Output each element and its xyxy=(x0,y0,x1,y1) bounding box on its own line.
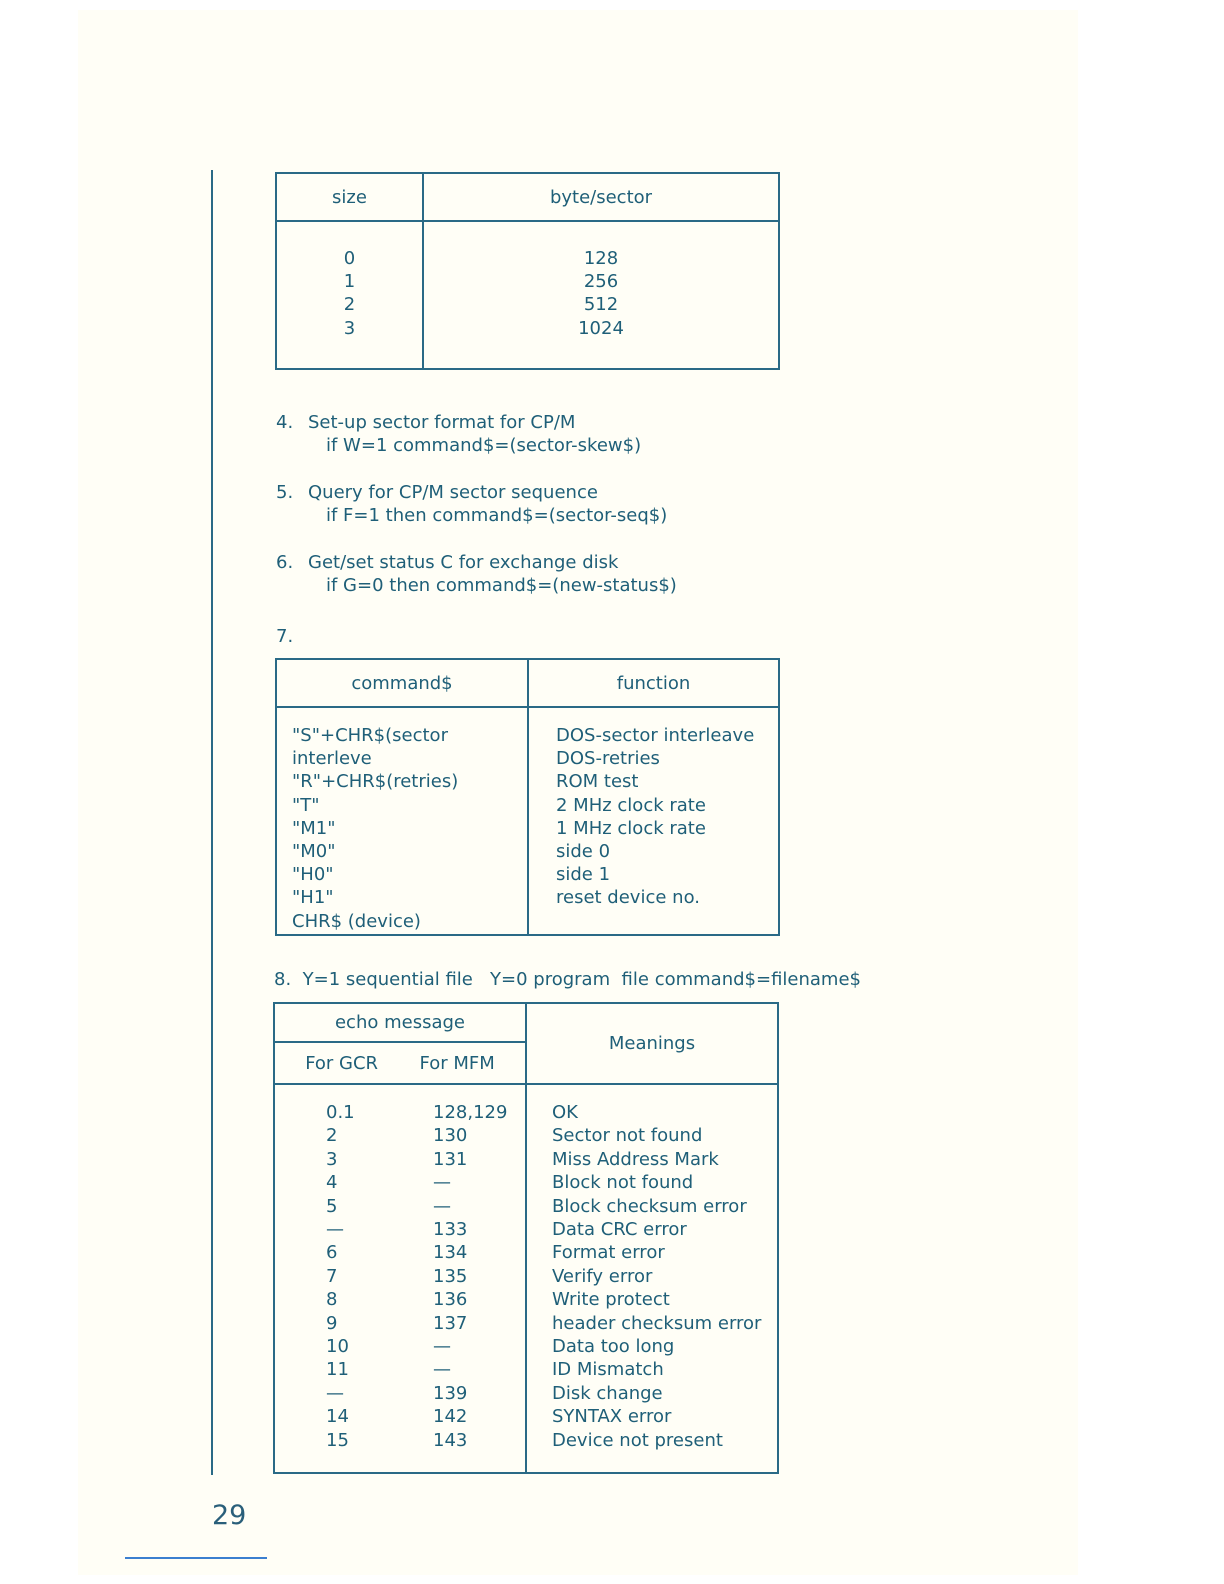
meaning-value: Disk change xyxy=(552,1382,663,1404)
function-value: DOS-retries xyxy=(556,748,660,770)
command-value: "T" xyxy=(292,794,320,816)
function-value: 2 MHz clock rate xyxy=(556,794,706,816)
command-value: CHR$ (device) xyxy=(292,910,421,932)
bytes-value: 512 xyxy=(583,294,619,316)
bottom-rule xyxy=(125,1557,267,1559)
step-4: 4. Set-up sector format for CP/M if W=1 command$=(sector-skew$) xyxy=(276,412,642,456)
size-value: 3 xyxy=(343,317,356,339)
code-row: 6 134 xyxy=(326,1242,468,1264)
function-value: side 1 xyxy=(556,864,611,886)
step-title: Query for CP/M sector sequence xyxy=(308,482,598,503)
gcr-mfm-subheader xyxy=(274,1042,526,1084)
meaning-value: Miss Address Mark xyxy=(552,1148,719,1170)
command-value: "M1" xyxy=(292,817,336,839)
size-column xyxy=(276,221,423,369)
meaning-value: header checksum error xyxy=(552,1312,762,1334)
meaning-value: OK xyxy=(552,1102,578,1123)
function-value: side 0 xyxy=(556,841,611,863)
command-value: "S"+CHR$(sector interleve xyxy=(292,725,448,770)
code-row: 0.1 128,129 xyxy=(326,1102,508,1123)
code-row: 5 — xyxy=(326,1195,451,1217)
command-value: "R"+CHR$(retries) xyxy=(292,771,459,793)
meaning-value: Block not found xyxy=(552,1172,694,1194)
step-detail: if F=1 then command$=(sector-seq$) xyxy=(326,505,668,526)
sector-size-table xyxy=(275,172,780,370)
code-row: — 139 xyxy=(326,1382,468,1404)
meaning-value: Write protect xyxy=(552,1289,670,1311)
step-title: Set-up sector format for CP/M xyxy=(308,412,576,433)
step-8: 8. Y=1 sequential file Y=0 program file command$=filename$ xyxy=(274,969,861,990)
bytes-value: 1024 xyxy=(578,317,624,339)
meaning-value: Data too long xyxy=(552,1336,675,1358)
code-row: 8 136 xyxy=(326,1289,468,1311)
function-value: 1 MHz clock rate xyxy=(556,817,706,839)
page-number: 29 xyxy=(212,1500,247,1531)
mfm-header: For MFM xyxy=(419,1052,495,1074)
codes-column xyxy=(274,1084,526,1473)
function-value: DOS-sector interleave xyxy=(556,725,755,746)
code-row: 3 131 xyxy=(326,1148,468,1170)
command-value: "H0" xyxy=(292,864,334,886)
step-detail: if W=1 command$=(sector-skew$) xyxy=(326,435,642,456)
command-table xyxy=(275,658,780,936)
size-value: 2 xyxy=(343,294,356,316)
step-detail: if G=0 then command$=(new-status$) xyxy=(326,575,677,596)
step-title: Get/set status C for exchange disk xyxy=(308,552,619,573)
step-5: 5. Query for CP/M sector sequence if F=1 then command$=(sector-seq$) xyxy=(276,482,668,526)
code-row: 4 — xyxy=(326,1172,451,1194)
meaning-value: Data CRC error xyxy=(552,1219,687,1241)
code-row: 15 143 xyxy=(326,1429,468,1451)
command-value: "H1" xyxy=(292,887,334,909)
code-row: 7 135 xyxy=(326,1265,468,1287)
code-row: 10 — xyxy=(326,1336,451,1358)
bytes-value: 128 xyxy=(583,248,619,269)
margin-rule xyxy=(211,170,213,1475)
meaning-value: Device not present xyxy=(552,1429,723,1451)
functions-column xyxy=(528,707,779,935)
meaning-value: ID Mismatch xyxy=(552,1359,664,1381)
commands-column xyxy=(276,707,528,935)
echo-message-header: echo message xyxy=(274,1003,526,1042)
code-row: 14 142 xyxy=(326,1406,468,1428)
meaning-value: SYNTAX error xyxy=(552,1406,672,1428)
command-value: "M0" xyxy=(292,841,336,863)
code-row: — 133 xyxy=(326,1219,468,1241)
size-header: size xyxy=(276,173,423,221)
code-row: 11 — xyxy=(326,1359,451,1381)
bytes-column xyxy=(423,221,779,369)
byte-sector-header: byte/sector xyxy=(423,173,779,221)
step-7: 7. xyxy=(276,626,294,647)
size-value: 1 xyxy=(343,271,356,293)
bytes-value: 256 xyxy=(583,271,619,293)
meanings-column xyxy=(526,1084,778,1473)
gcr-header: For GCR xyxy=(305,1052,379,1074)
meaning-value: Sector not found xyxy=(552,1125,703,1147)
function-value: reset device no. xyxy=(556,887,700,909)
command-header: command$ xyxy=(276,659,528,707)
echo-message-table xyxy=(273,1002,779,1474)
size-value: 0 xyxy=(343,248,356,269)
code-row: 2 130 xyxy=(326,1125,468,1147)
meaning-value: Verify error xyxy=(552,1265,653,1287)
meaning-value: Format error xyxy=(552,1242,665,1264)
function-value: ROM test xyxy=(556,771,639,793)
step-6: 6. Get/set status C for exchange disk if G=0 then command$=(new-status$) xyxy=(276,552,677,596)
function-header: function xyxy=(528,659,779,707)
meaning-value: Block checksum error xyxy=(552,1195,747,1217)
meanings-header: Meanings xyxy=(526,1003,778,1084)
code-row: 9 137 xyxy=(326,1312,468,1334)
